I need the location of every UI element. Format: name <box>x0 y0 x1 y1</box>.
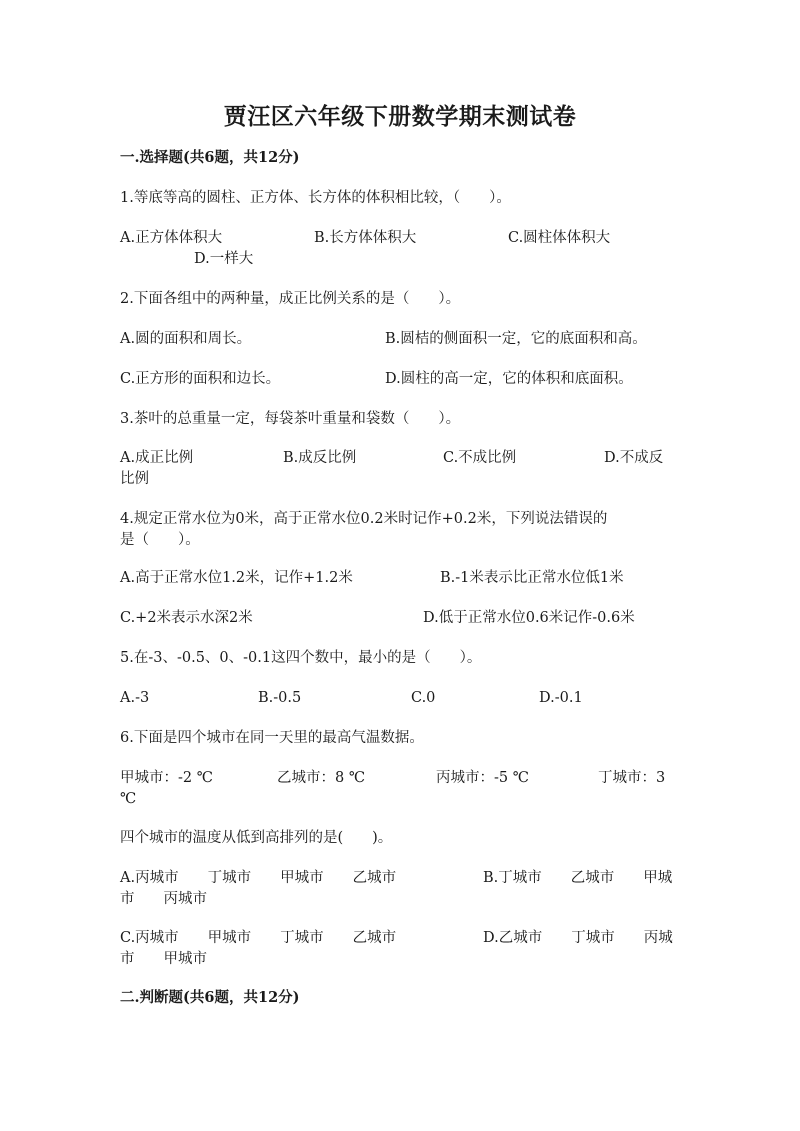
city-d-temperature: 丁城市：3 <box>598 770 666 786</box>
question-5-option-b: B.-0.5 <box>258 690 302 706</box>
city-a-temperature: 甲城市：-2 ℃ <box>120 770 213 786</box>
question-2-option-d: D.圆柱的高一定，它的体积和底面积。 <box>385 371 633 387</box>
question-1-option-c: C.圆柱体体积大 <box>508 230 611 246</box>
question-6-option-b-continued: 市 丙城市 <box>120 891 207 907</box>
question-5-option-c: C.0 <box>411 690 436 706</box>
question-2-stem: 2.下面各组中的两种量，成正比例关系的是（ ）。 <box>120 291 461 307</box>
question-6-option-c: C.丙城市 甲城市 丁城市 乙城市 <box>120 930 397 946</box>
question-3-option-d-continued: 比例 <box>120 471 149 487</box>
question-5-option-d: D.-0.1 <box>539 690 583 706</box>
question-5-option-a: A.-3 <box>120 690 150 706</box>
question-1-stem: 1.等底等高的圆柱、正方体、长方体的体积相比较，（ ）。 <box>120 190 511 206</box>
question-3-option-d: D.不成反 <box>604 450 664 466</box>
question-6-prompt: 四个城市的温度从低到高排列的是( )。 <box>120 830 393 846</box>
question-2-option-b: B.圆桔的侧面积一定，它的底面积和高。 <box>385 331 647 347</box>
question-6-option-a: A.丙城市 丁城市 甲城市 乙城市 <box>120 870 397 886</box>
city-d-temperature-unit: ℃ <box>120 791 137 807</box>
question-3-option-a: A.成正比例 <box>120 450 194 466</box>
question-6-option-d: D.乙城市 丁城市 丙城 <box>483 930 673 946</box>
question-1-option-b: B.长方体体积大 <box>314 230 417 246</box>
question-4-option-a: A.高于正常水位1.2米，记作+1.2米 <box>120 570 353 586</box>
question-4-option-d: D.低于正常水位0.6米记作-0.6米 <box>423 610 635 626</box>
question-4-stem: 4.规定正常水位为0米，高于正常水位0.2米时记作+0.2米，下列说法错误的 <box>120 511 608 527</box>
question-2-option-c: C.正方形的面积和边长。 <box>120 371 281 387</box>
city-b-temperature: 乙城市：8 ℃ <box>277 770 366 786</box>
section-heading-choice: 一.选择题(共6题，共12分) <box>120 149 300 166</box>
question-1-option-d: D.一样大 <box>194 251 254 267</box>
page-title: 贾汪区六年级下册数学期末测试卷 <box>223 103 577 130</box>
question-5-stem: 5.在-3、-0.5、0、-0.1这四个数中，最小的是（ ）。 <box>120 650 482 666</box>
city-c-temperature: 丙城市：-5 ℃ <box>436 770 529 786</box>
question-6-option-b: B.丁城市 乙城市 甲城 <box>483 870 673 886</box>
question-6-stem: 6.下面是四个城市在同一天里的最高气温数据。 <box>120 730 424 746</box>
question-4-stem-continued: 是（ ）。 <box>120 532 200 548</box>
question-3-option-c: C.不成比例 <box>443 450 517 466</box>
question-1-option-a: A.正方体体积大 <box>120 230 223 246</box>
question-3-stem: 3.茶叶的总重量一定，每袋茶叶重量和袋数（ ）。 <box>120 411 461 427</box>
section-heading-true-false: 二.判断题(共6题，共12分) <box>120 989 300 1006</box>
question-4-option-b: B.-1米表示比正常水位低1米 <box>440 570 624 586</box>
question-3-option-b: B.成反比例 <box>283 450 357 466</box>
question-4-option-c: C.+2米表示水深2米 <box>120 610 253 626</box>
question-6-option-d-continued: 市 甲城市 <box>120 951 207 967</box>
question-2-option-a: A.圆的面积和周长。 <box>120 331 252 347</box>
